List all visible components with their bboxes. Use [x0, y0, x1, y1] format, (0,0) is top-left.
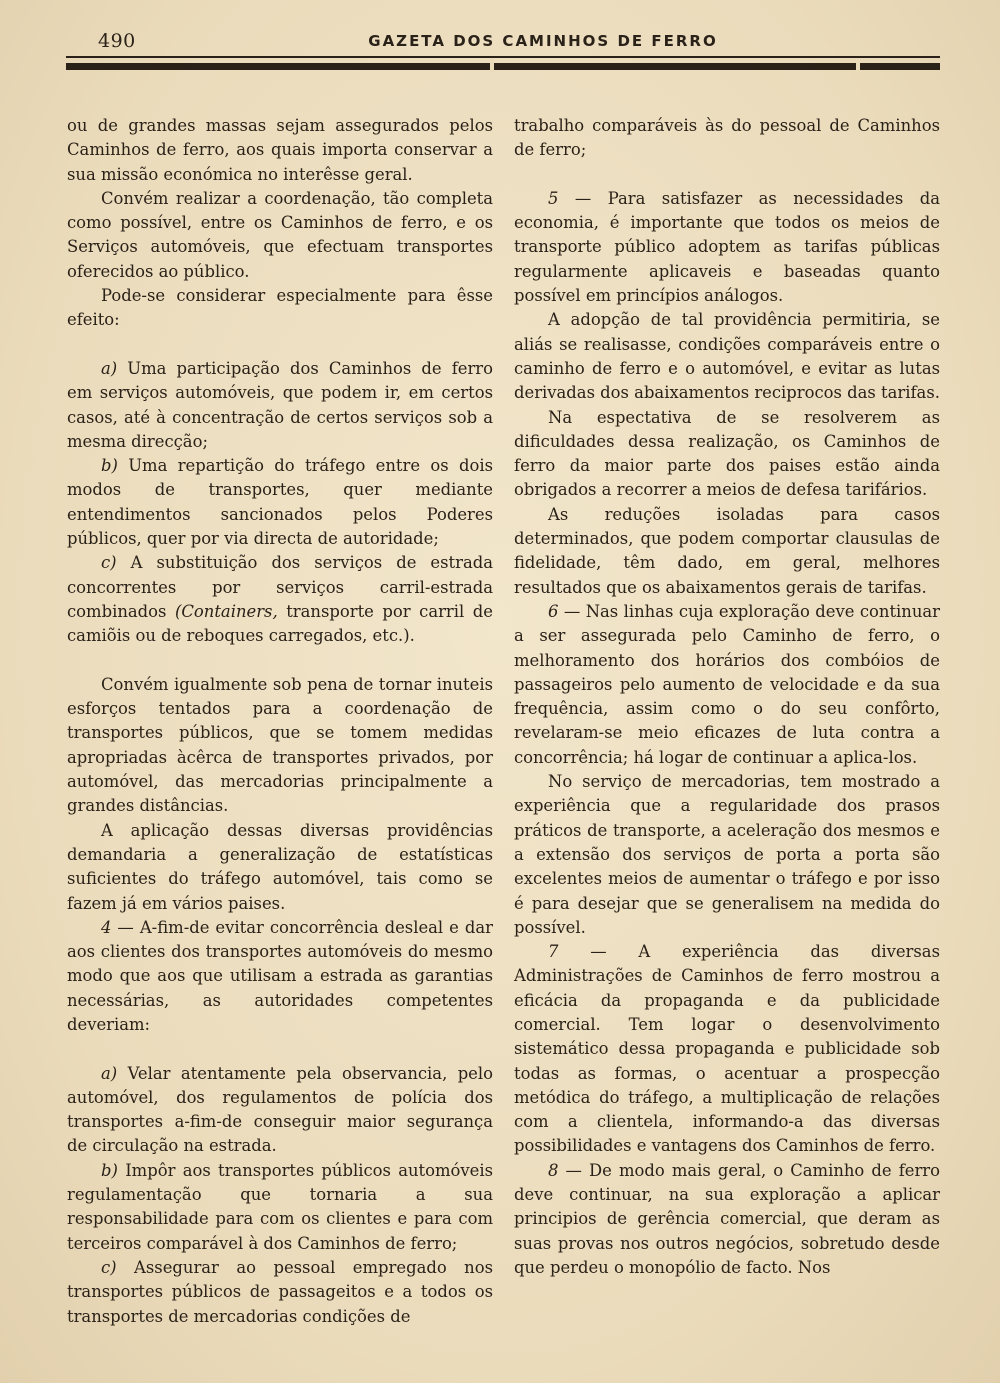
paragraph: A aplicação dessas diversas providências demandaria a generalização de estatísticas suficientes do tráfego automóvel, tais como se fazem já em vários paises. [67, 820, 493, 913]
list-item: b) Impôr aos transportes públicos automóveis regulamentação que tornaria a sua responsabilidade para com os clientes e para com terceiros comparável à dos Caminhos de ferro; [67, 1160, 494, 1253]
right-column [514, 114, 940, 1280]
paragraph: trabalho comparáveis às do pessoal de Caminhos de ferro; [514, 116, 940, 160]
left-column [67, 114, 493, 1329]
header-rule-gap [856, 58, 860, 72]
paragraph: No serviço de mercadorias, tem mostrado a experiência que a regularidade dos prasos práticos de transporte, a aceleração dos mesmos e a extensão dos serviços de porta a porta são excelentes meios de aumentar o tráfego e por isso é para desejar que se generalisem na medida do possível. [514, 772, 940, 937]
page-header [66, 30, 940, 50]
running-title: GAZETA DOS CAMINHOS DE FERRO [368, 32, 718, 50]
section-paragraph: 6 — Nas linhas cuja exploração deve continuar a ser assegurada pelo Caminho de ferro, o melhoramento dos horários dos combóios de passageiros pelo aumento de velocidade e da sua frequência, assim como o do seu confôrto, revelaram-se meio eficazes de luta contra a concorrência; há logar de continuar a aplica-los. [514, 601, 940, 767]
section-number: 6 — [548, 601, 581, 621]
page-number: 490 [98, 30, 136, 52]
section-paragraph: 7 — A experiência das diversas Administrações de Caminhos de ferro mostrou a eficácia da propaganda e da publicidade comercial. Tem logar o desenvolvimento sistemático dessa propaganda e publicidade sob todas as formas, o acentuar a prospecção metódica do tráfego, a multiplicação de relações com a clientela, informando-a das diversas possibilidades e vantagens dos Caminhos de ferro. [514, 942, 940, 1156]
section-paragraph: 4 — A-fim-de evitar concorrência desleal e dar aos clientes dos transportes automóveis do mesmo modo que aos que utilisam a estrada as garantias necessárias, as autoridades competentes deveriam: [67, 917, 493, 1034]
section-number: 4 — [101, 917, 134, 937]
header-rule-thick [66, 63, 940, 70]
paragraph: Convém realizar a coordenação, tão completa como possível, entre os Caminhos de ferro, e os Serviços automóveis, que efectuam transportes oferecidos ao público. [67, 188, 493, 281]
paragraph: As reduções isoladas para casos determinados, que podem comportar clausulas de fidelidade, têm dado, em geral, melhores resultados que os abaixamentos gerais de tarifas. [514, 504, 940, 597]
item-label: a) [101, 1063, 118, 1083]
section-paragraph: 8 — De modo mais geral, o Caminho de ferro deve continuar, na sua exploração a aplicar principios de gerência comercial, que deram as suas provas nos outros negócios, sobretudo desde que perdeu o monopólio de facto. Nos [514, 1160, 940, 1277]
header-rule-gap [490, 58, 494, 72]
paragraph: Na espectativa de se resolverem as dificuldades dessa realização, os Caminhos de ferro da maior parte dos paises estão ainda obrigados a recorrer a meios de defesa tarifários. [514, 407, 940, 500]
section-number: 5 — [548, 188, 592, 208]
paragraph: Pode-se considerar especialmente para êsse efeito: [67, 286, 493, 330]
item-label: c) [101, 1257, 117, 1277]
section-number: 8 — [548, 1160, 582, 1180]
list-item: b) Uma repartição do tráfego entre os dois modos de transportes, quer mediante entendimentos sancionados pelos Poderes públicos, quer por via directa de autoridade; [67, 456, 493, 549]
section-number: 7 — [548, 942, 607, 962]
item-label: b) [101, 1160, 118, 1180]
item-label: a) [101, 358, 118, 378]
list-item: a) Velar atentamente pela observancia, pelo automóvel, dos regulamentos de polícia dos transportes a-fim-de conseguir maior segurança de circulação na estrada. [67, 1063, 493, 1156]
paragraph: ou de grandes massas sejam assegurados pelos Caminhos de ferro, aos quais importa conservar a sua missão económica no interêsse geral. [67, 116, 493, 184]
item-label: b) [101, 456, 118, 476]
paragraph: Convém igualmente sob pena de tornar inuteis esforços tentados para a coordenação de transportes públicos, que se tomem medidas apropriadas àcêrca de transportes privados, por automóvel, das mercadorias principalmente a grandes distâncias. [67, 674, 493, 816]
list-item: a) Uma participação dos Caminhos de ferro em serviços automóveis, que podem ir, em certos casos, até à concentração de certos serviços sob a mesma direcção; [67, 358, 493, 451]
item-label: c) [101, 553, 117, 573]
header-rule-thin [66, 56, 940, 58]
list-item: c) Assegurar ao pessoal empregado nos transportes públicos de passageitos e a todos os transportes de mercadorias condições de [67, 1257, 493, 1326]
section-paragraph: 5 — Para satisfazer as necessidades da economia, é importante que todos os meios de transporte público adoptem as tarifas públicas regularmente aplicaveis e baseadas quanto possível em princípios análogos. [514, 188, 941, 306]
list-item: c) A substituição dos serviços de estrada concorrentes por serviços carril-estrada combinados (Containers, transporte por carril de camiõis ou de reboques carregados, etc.). [67, 553, 493, 646]
paragraph: A adopção de tal providência permitiria, se aliás se realisasse, condições comparáveis entre o caminho de ferro e o automóvel, e evitar as lutas derivadas dos abaixamentos reciprocos das tarifas. [514, 310, 940, 403]
